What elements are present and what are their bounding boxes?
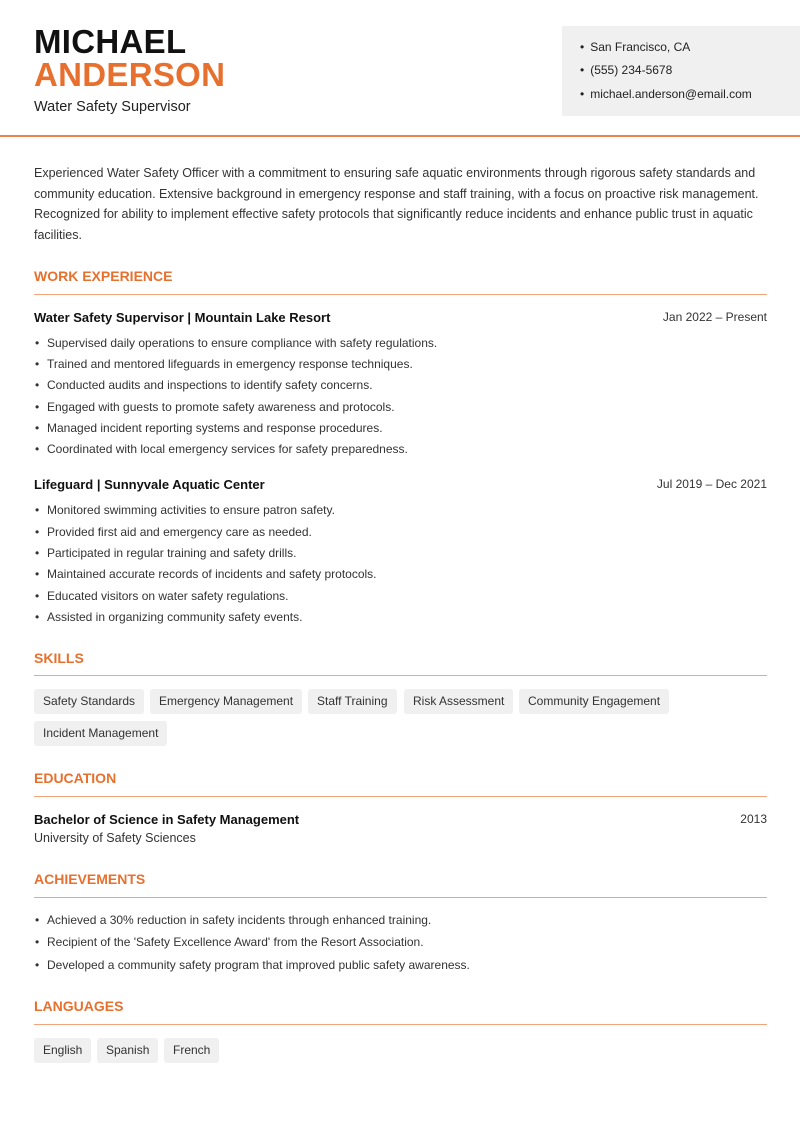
- work-experience-heading: WORK EXPERIENCE: [34, 268, 173, 284]
- job-title-2: Lifeguard | Sunnyvale Aquatic Center: [34, 477, 265, 492]
- job-2-bullet: • Educated visitors on water safety regulations.: [34, 589, 288, 603]
- job-1-bullet: • Managed incident reporting systems and response procedures.: [34, 421, 383, 435]
- job-1-bullet: • Coordinated with local emergency services for safety preparedness.: [34, 442, 408, 456]
- skill-tag: Community Engagement: [519, 689, 669, 714]
- skill-tag: Incident Management: [34, 721, 167, 746]
- job-dates-2: Jul 2019 – Dec 2021: [656, 477, 767, 491]
- skill-tag: Emergency Management: [150, 689, 302, 714]
- job-2-bullet: • Maintained accurate records of incidents and safety protocols.: [34, 567, 377, 581]
- first-name: MICHAEL: [34, 23, 187, 60]
- contact-phone: • (555) 234-5678: [580, 63, 672, 77]
- skill-tag: Safety Standards: [34, 689, 144, 714]
- skills-heading: SKILLS: [34, 650, 84, 666]
- section-divider: [34, 1024, 767, 1025]
- job-2-bullet: • Assisted in organizing community safety events.: [34, 610, 302, 624]
- achievement-item: • Achieved a 30% reduction in safety incidents through enhanced training.: [34, 913, 431, 927]
- job-2-bullet: • Participated in regular training and safety drills.: [34, 546, 296, 560]
- resume-header: [0, 0, 800, 137]
- job-dates-1: Jan 2022 – Present: [662, 310, 767, 324]
- skill-tag: Staff Training: [308, 689, 397, 714]
- contact-email[interactable]: • michael.anderson@email.com: [580, 87, 752, 101]
- language-tag: English: [34, 1038, 91, 1063]
- language-tag: French: [164, 1038, 219, 1063]
- achievement-item: • Developed a community safety program that improved public safety awareness.: [34, 958, 470, 972]
- skill-tag: Risk Assessment: [404, 689, 513, 714]
- section-divider: [34, 897, 767, 898]
- section-divider: [34, 294, 767, 295]
- language-tag: Spanish: [97, 1038, 158, 1063]
- achievement-item: • Recipient of the 'Safety Excellence Award' from the Resort Association.: [34, 935, 424, 949]
- degree-title: Bachelor of Science in Safety Management: [34, 812, 300, 827]
- section-divider: [34, 675, 767, 676]
- graduation-year: 2013: [740, 812, 767, 826]
- languages-heading: LANGUAGES: [34, 998, 124, 1014]
- contact-location: • San Francisco, CA: [580, 40, 690, 54]
- contact-box: [562, 26, 800, 116]
- job-1-bullet: • Trained and mentored lifeguards in emergency response techniques.: [34, 357, 413, 371]
- achievements-heading: ACHIEVEMENTS: [34, 871, 146, 887]
- last-name: ANDERSON: [34, 56, 226, 93]
- job-1-bullet: • Engaged with guests to promote safety awareness and protocols.: [34, 400, 395, 414]
- school-name: University of Safety Sciences: [34, 831, 196, 845]
- section-divider: [34, 796, 767, 797]
- job-title: Water Safety Supervisor: [34, 99, 191, 115]
- job-1-bullet: • Conducted audits and inspections to identify safety concerns.: [34, 378, 373, 392]
- job-2-bullet: • Provided first aid and emergency care as needed.: [34, 525, 312, 539]
- job-2-bullet: • Monitored swimming activities to ensure patron safety.: [34, 503, 335, 517]
- job-title-1: Water Safety Supervisor | Mountain Lake Resort: [34, 310, 331, 325]
- professional-summary: Experienced Water Safety Officer with a commitment to ensuring safe aquatic environments through rigorous safety standards and community education. Extensive background in emergency response and staff training, with a focus on proactive risk management. Recognized for ability to implement effective safety protocols that significantly reduce incidents and enhance public trust in aquatic facilities.: [34, 166, 759, 243]
- job-1-bullet: • Supervised daily operations to ensure compliance with safety regulations.: [34, 336, 437, 350]
- education-heading: EDUCATION: [34, 770, 117, 786]
